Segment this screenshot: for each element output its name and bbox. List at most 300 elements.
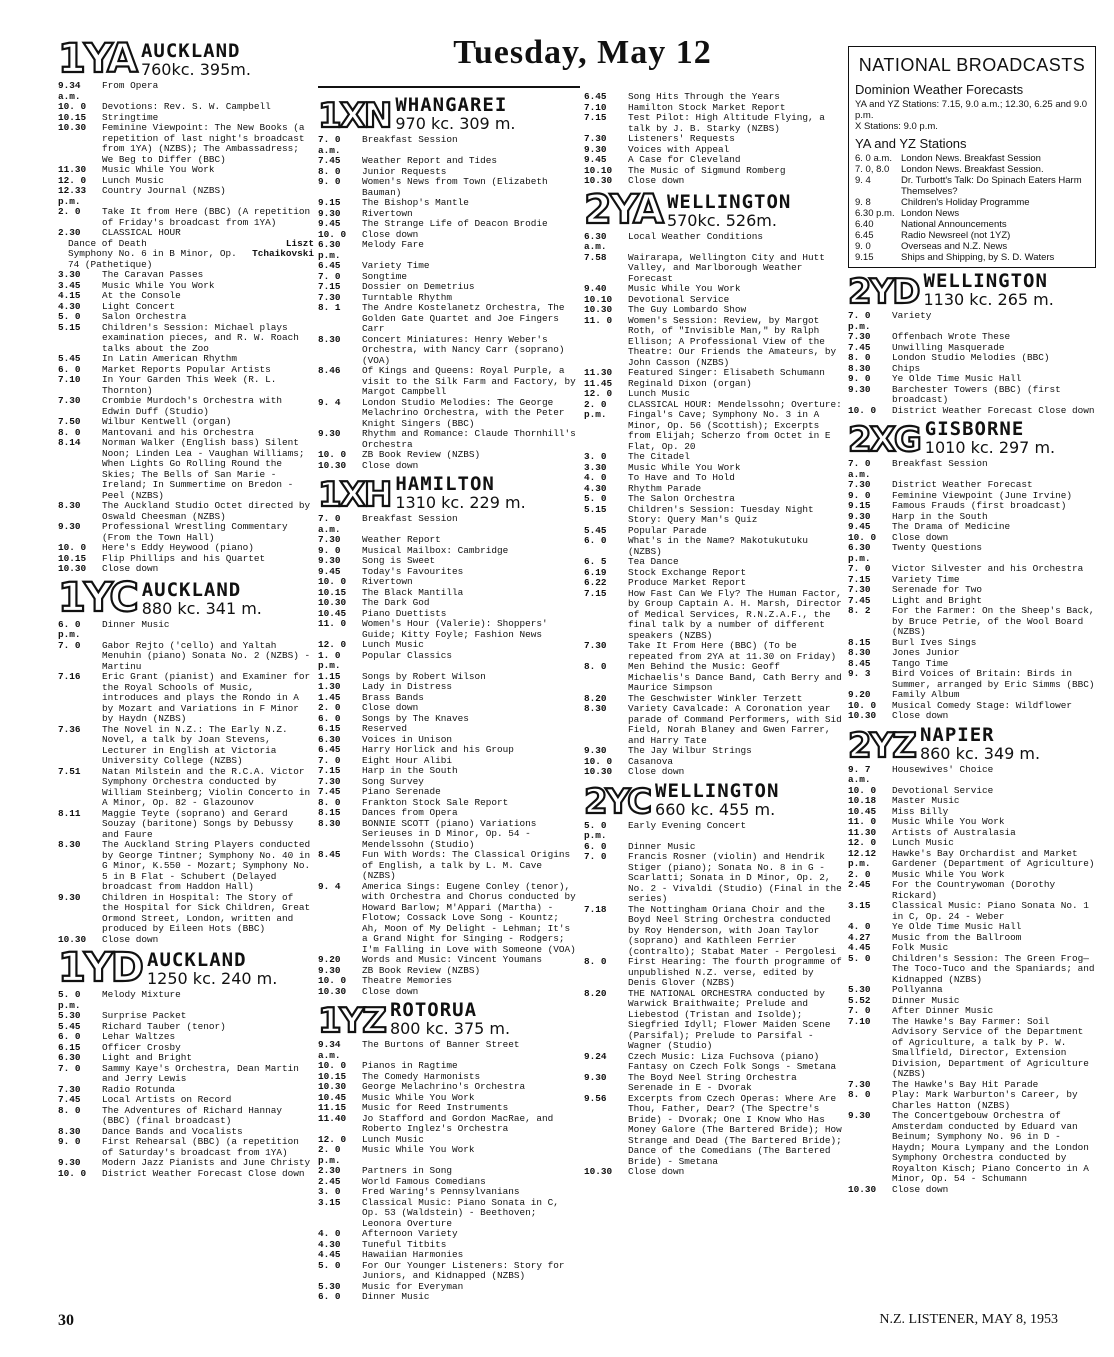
program-time: 9. 4 xyxy=(318,880,341,892)
classical-piece xyxy=(58,249,314,270)
program-time: 6.30 p.m. xyxy=(848,542,871,564)
program-title: Piano Serenade xyxy=(362,786,441,797)
program-time: 8.30 xyxy=(584,703,607,714)
station-call-sign: 1YA xyxy=(58,36,136,82)
program-title: Lunch Music xyxy=(628,388,690,399)
program-title: Popular Parade xyxy=(628,524,707,536)
program-title: Close down xyxy=(628,1166,685,1177)
program-title: Overseas and N.Z. News xyxy=(901,241,1008,252)
program-time: 5.15 xyxy=(584,503,607,515)
program-title: Norman Walker (English bass) Silent Noon; Linden Lea - Vaughan Williams; When Lights Go Rolling Round the Skies; The Bells of San Marie - Ireland; In Summertime on Bredon - Peel (NZBS) xyxy=(102,437,305,501)
program-time: 7.30 xyxy=(318,775,341,787)
program-time: 9. 7 a.m. xyxy=(848,763,871,785)
program-title: Close down xyxy=(628,766,685,777)
program-time: 2.45 xyxy=(848,879,871,890)
program-time: 9. 0 xyxy=(318,544,341,556)
program-title: Crombie Murdoch's Orchestra with Edwin Duff (Studio) xyxy=(102,395,283,417)
program-entry xyxy=(584,284,844,295)
program-title: Rivertown xyxy=(362,576,413,587)
program-time: 8.15 xyxy=(848,636,871,648)
program-time: 8.30 xyxy=(318,817,341,829)
program-time: 2. 0 p.m. xyxy=(584,398,607,420)
program-entry xyxy=(318,1114,580,1135)
program-time: 7.15 xyxy=(318,281,341,292)
program-time: 9.30 xyxy=(58,1157,81,1168)
program-title: For Our Younger Listeners: Story for Juniors, and Kidnapped (NZBS) xyxy=(362,1259,565,1281)
program-time: 10.30 xyxy=(58,563,87,574)
program-title: Close down xyxy=(362,459,419,471)
program-title: Lunch Music xyxy=(892,837,954,848)
program-title: Songtime xyxy=(362,270,408,282)
program-time: 10. 0 xyxy=(318,975,347,986)
program-time: 7.58 xyxy=(584,251,607,263)
program-title: Maggie Teyte (soprano) and Gerard Souzay (baritone) Songs by Debussy and Faure xyxy=(102,807,294,840)
program-title: Music While You Work xyxy=(628,283,741,294)
program-time: 6.45 xyxy=(584,91,607,102)
program-title: Close down xyxy=(628,175,685,186)
station-header-1ya xyxy=(58,36,314,82)
national-list xyxy=(855,153,1089,263)
program-time: 5. 0 xyxy=(848,952,871,964)
program-entry xyxy=(58,207,314,228)
program-time: 9. 0 xyxy=(318,176,341,187)
program-entry xyxy=(58,501,314,522)
station-header-2yd xyxy=(848,270,1096,312)
program-time: 5.45 xyxy=(58,353,81,364)
program-time: 7.30 xyxy=(58,395,81,406)
program-title: District Weather Forecast xyxy=(892,479,1033,490)
program-entry xyxy=(584,1167,844,1178)
program-title: CLASSICAL HOUR xyxy=(102,227,181,238)
program-title: Stringtime xyxy=(102,111,159,123)
program-time: 10.45 xyxy=(318,607,347,619)
program-title: Tango Time xyxy=(892,657,949,669)
program-time: 9. 0 xyxy=(58,1136,81,1147)
program-time: 9.40 xyxy=(584,283,607,294)
program-entry xyxy=(584,989,844,1052)
station-header-1yc xyxy=(58,574,314,621)
program-entry xyxy=(848,828,1096,839)
program-title: Bird Voices of Britain: Birds in Summer, arranged by Eric Simms (BBC) xyxy=(892,668,1095,690)
program-time: 7.51 xyxy=(58,765,81,777)
program-entry xyxy=(584,957,844,989)
program-time: 9.56 xyxy=(584,1092,607,1104)
program-time: 8. 0 xyxy=(318,165,341,177)
program-title: Music While You Work xyxy=(892,816,1005,827)
program-title: Close down xyxy=(362,985,419,997)
program-time: 9.30 xyxy=(584,143,607,155)
program-entry xyxy=(855,241,1089,252)
program-time: 10. 0 xyxy=(318,449,347,460)
program-time: 8. 2 xyxy=(848,605,871,616)
program-time: 10. 0 xyxy=(58,542,87,553)
program-time: 4.30 xyxy=(318,1238,341,1250)
program-time: 5.52 xyxy=(848,994,871,1006)
program-time: 7. 0 xyxy=(584,851,607,862)
program-entry xyxy=(318,156,580,167)
program-title: Songs by The Knaves xyxy=(362,712,469,724)
station-call-sign: 1XH xyxy=(318,475,391,515)
program-title: Professional Wrestling Commentary (From the Town Hall) xyxy=(102,521,288,543)
program-entry xyxy=(58,123,314,165)
program-title: Of Kings and Queens: Royal Purple, a visit to the Silk Farm and Factory, by Margot Campbell xyxy=(362,365,576,397)
program-title: Close down xyxy=(102,933,159,945)
program-time: 2.30 xyxy=(318,1165,341,1176)
program-entry xyxy=(58,291,314,302)
program-entry xyxy=(58,522,314,543)
program-title: Close down xyxy=(102,563,159,574)
program-entry xyxy=(318,1187,580,1198)
program-title: The Concertgebouw Orchestra of Amsterdam conducted by Eduard van Beinum; Symphony No. 96 in D - Haydn; Moura Lympany and the London Symphony Orchestra conducted by Royalton Kisch; Piano Concerto in A Minor, Op. 54 - Schumann xyxy=(892,1110,1089,1184)
national-broadcasts-box xyxy=(848,46,1096,268)
program-title: To Have and To Hold xyxy=(628,472,735,483)
program-entry xyxy=(58,990,314,1011)
program-time: 7.45 xyxy=(318,786,341,797)
program-title: Dance Bands and Vocalists xyxy=(102,1125,243,1137)
program-title: Master Music xyxy=(892,795,960,806)
station-city: AUCKLAND xyxy=(147,949,247,971)
program-time: 5. 0 xyxy=(318,1259,341,1271)
program-title: District Weather Forecast Close down xyxy=(102,1167,305,1179)
program-time: 5. 0 xyxy=(58,311,81,322)
program-time: 10. 0 xyxy=(58,101,87,112)
program-title: For the Farmer: On the Sheep's Back, by Bruce Petrie, of the Wool Board (NZBS) xyxy=(892,605,1095,637)
program-time: 11. 0 xyxy=(584,314,613,326)
program-title: Classical Music: Piano Sonata No. 1 in C, Op. 24 - Weber xyxy=(892,900,1089,922)
program-title: The Auckland Studio Octet directed by Oswald Cheesman (NZBS) xyxy=(102,500,311,522)
program-entry xyxy=(318,976,580,987)
program-entry xyxy=(318,198,580,209)
station-header-1yd xyxy=(58,945,314,991)
program-entry xyxy=(584,905,844,958)
program-title: The Novel in N.Z.: The Early N.Z. Novel, a talk by Joan Stevens, Lecturer in English at Victoria University College (NZBS) xyxy=(102,723,288,766)
program-entry xyxy=(584,1052,844,1073)
station-frequency: 1010 kc. 297 m. xyxy=(924,438,1056,457)
program-title: Take It From Here (BBC) (To be repeated from 2YA at 11.30 on Friday) xyxy=(628,640,837,662)
program-title: Radio Newsreel (not 1YZ) xyxy=(901,230,1011,241)
program-entry xyxy=(318,1282,580,1293)
program-title: Richard Tauber (tenor) xyxy=(102,1020,226,1032)
program-title: The Strange Life of Deacon Brodie xyxy=(362,218,548,229)
program-time: 9.20 xyxy=(848,689,871,700)
program-time: 4.30 xyxy=(58,300,81,312)
program-title: Voices in Unison xyxy=(362,733,453,745)
program-title: Victor Silvester and his Orchestra xyxy=(892,563,1084,574)
program-title: BONNIE SCOTT (piano) Variations Serieuses in D Minor, Op. 54 - Mendelssohn (Studio) xyxy=(362,817,537,850)
program-title: The Music of Sigmund Romberg xyxy=(628,164,786,176)
program-title: Children's Holiday Programme xyxy=(901,197,1030,208)
program-entry xyxy=(848,385,1096,406)
program-title: ZB Book Review (NZBS) xyxy=(362,964,481,976)
program-entry xyxy=(584,316,844,369)
program-time: 10.30 xyxy=(58,122,87,133)
program-title: Family Album xyxy=(892,689,960,700)
program-title: Fun With Words: The Classical Origins of English, a talk by L. M. Cave (NZBS) xyxy=(362,849,571,881)
program-entry xyxy=(58,1064,314,1085)
station-frequency: 880 kc. 341 m. xyxy=(141,598,262,618)
program-time: 5.30 xyxy=(318,1280,341,1292)
program-time: 6. 0 xyxy=(318,712,341,724)
program-time: 6. 0 xyxy=(58,1031,81,1042)
program-title: London News. Breakfast Session. xyxy=(901,164,1044,175)
program-time: 9. 4 xyxy=(318,396,341,408)
program-title: Partners in Song xyxy=(362,1165,453,1176)
program-entry xyxy=(584,494,844,505)
program-title: Pollyanna xyxy=(892,984,943,995)
station-header-1xh xyxy=(318,473,580,515)
program-entry xyxy=(848,954,1096,986)
program-title: London Studio Melodies (BBC) xyxy=(892,352,1050,363)
program-entry xyxy=(318,588,580,599)
program-entry xyxy=(318,219,580,230)
program-entry xyxy=(318,335,580,367)
program-time: 7.15 xyxy=(318,765,341,776)
program-title: Close down xyxy=(362,702,419,713)
station-frequency: 1310 kc. 229 m. xyxy=(395,493,526,512)
program-title: Variety xyxy=(892,310,932,321)
program-time: 10.30 xyxy=(848,1183,877,1195)
program-time: 10.30 xyxy=(848,710,877,721)
program-entry xyxy=(848,669,1096,690)
program-title: Children in Hospital: The Story of the Hospital for Sick Children, Great Ormond Street, London, written and produced by Eileen Hots (BBC) xyxy=(102,891,311,934)
program-title: Housewives' Choice xyxy=(892,763,994,775)
station-city: AUCKLAND xyxy=(141,578,242,601)
program-time: 6.30 p.m. xyxy=(318,239,341,261)
schedule-2xg xyxy=(848,459,1096,722)
program-title: Close down xyxy=(892,710,949,721)
program-title: Rivertown xyxy=(362,207,413,219)
program-entry xyxy=(584,757,844,768)
weather-line: YA and YZ Stations: 7.15, 9.0 a.m.; 12.30, 6.25 and 9.0 p.m. xyxy=(855,99,1088,121)
program-entry xyxy=(848,690,1096,701)
program-entry xyxy=(318,808,580,819)
program-title: Test Pilot: High Altitude Flying, a talk by J. B. Starky (NZBS) xyxy=(628,112,825,134)
program-title: The Auckland String Players conducted by George Tintner; Symphony No. 40 in G Minor, K.550 - Mozart; Symphony No. 5 in B Flat - Schubert (Delayed broadcast from Haddon Hall) xyxy=(102,839,311,892)
program-title: Serenade for Two xyxy=(892,584,983,595)
program-entry xyxy=(318,598,580,609)
program-title: THE NATIONAL ORCHESTRA conducted by Warwick Braithwaite; Prelude and Liebestod (Tristan and Isolde); Siegfried Idyll; Flower Maiden Scene (Parsifal); Prelude to Parsifal - Wagner (Studio) xyxy=(628,987,831,1051)
program-time: 7. 0 a.m. xyxy=(848,458,871,480)
station-call-sign: 2YA xyxy=(584,186,662,233)
program-entry xyxy=(848,1111,1096,1185)
program-title: Music While You Work xyxy=(102,279,215,291)
station-frequency: 970 kc. 309 m. xyxy=(395,114,516,133)
program-time: 10.30 xyxy=(584,175,613,186)
program-title: Natan Milstein and the R.C.A. Victor Symphony Orchestra conducted by William Steinberg; Violin Concerto in A Minor, Op. 82 - Glazounov xyxy=(102,765,311,808)
weather-line: X Stations: 9.0 p.m. xyxy=(855,121,938,132)
program-title: Popular Classics xyxy=(362,649,453,661)
program-title: Take It from Here (BBC) (A repetition of Friday's broadcast from 1YA) xyxy=(102,206,311,228)
program-title: First Rehearsal (BBC) (a repetition of Saturday's broadcast from 1YA) xyxy=(102,1136,299,1158)
program-time: 11. 0 xyxy=(848,816,877,827)
program-entry xyxy=(58,1011,314,1022)
program-time: 9.45 xyxy=(318,565,341,577)
program-time: 9.15 xyxy=(848,500,871,511)
program-title: Brass Bands xyxy=(362,691,424,703)
program-entry xyxy=(855,219,1089,230)
program-entry xyxy=(855,153,1089,164)
program-title: Country Journal (NZBS) xyxy=(102,185,226,196)
program-entry xyxy=(848,765,1096,786)
program-time: 9.30 xyxy=(318,964,341,976)
program-entry xyxy=(58,725,314,767)
program-entry xyxy=(848,711,1096,722)
program-title: Song is Sweet xyxy=(362,555,436,566)
program-time: 8.46 xyxy=(318,365,341,376)
program-title: Children's Session: Michael plays examination pieces, and R. W. Roach talks about the Zoo xyxy=(102,321,299,354)
program-entry xyxy=(318,1103,580,1114)
program-time: 9.45 xyxy=(584,154,607,165)
program-title: Today's Favourites xyxy=(362,565,464,577)
program-time: 8.11 xyxy=(58,807,81,819)
program-title: Market Reports Popular Artists xyxy=(102,363,271,375)
program-title: Listeners' Requests xyxy=(628,133,735,144)
program-time: 8.30 xyxy=(318,333,341,345)
piece-title: Dance of Death xyxy=(68,237,147,249)
program-title: Hawke's Bay Orchardist and Market Gardener (Department of Agriculture) xyxy=(892,847,1095,869)
program-title: Rhythm and Romance: Claude Thornhill's Orchestra xyxy=(362,428,576,450)
program-title: How Fast Can We Fly? The Human Factor, by Group Captain A. H. Marsh, Director of Medical Services, R.N.Z.A.F., the final talk by a number of different speakers (NZBS) xyxy=(628,587,842,641)
schedule-1yc xyxy=(58,620,314,946)
program-title: Women's Session: Review, by Margot Roth, of "Invisible Man," by Ralph Ellison; A Professional View of the Theatre: Our Friends the Amateurs, by John Casson (NZBS) xyxy=(628,314,837,368)
schedule-1yz xyxy=(318,1040,580,1303)
schedule-2ya xyxy=(584,232,844,778)
program-title: Men Behind the Music: Geoff Michaelis's Dance Band, Cath Berry and Maurice Simpson xyxy=(628,661,842,693)
program-title: The Salon Orchestra xyxy=(628,493,735,504)
program-entry xyxy=(318,955,580,966)
program-time: 10. 0 xyxy=(58,1167,87,1179)
program-time: 7.45 xyxy=(848,341,871,353)
program-title: Variety Time xyxy=(362,260,430,271)
program-time: 9.30 xyxy=(318,555,341,566)
program-title: ZB Book Review (NZBS) xyxy=(362,449,481,460)
program-title: Dinner Music xyxy=(628,840,696,852)
program-entry xyxy=(58,302,314,313)
station-call-sign: 1YD xyxy=(58,945,142,991)
station-city: HAMILTON xyxy=(395,473,495,495)
program-title: Jones Junior xyxy=(892,647,960,658)
program-title: Breakfast Session xyxy=(362,134,458,145)
program-time: 8.30 xyxy=(848,362,871,374)
program-entry xyxy=(318,777,580,788)
program-time: 10. 0 xyxy=(848,531,877,543)
program-entry xyxy=(318,693,580,704)
program-time: 12. 0 xyxy=(58,174,87,186)
program-title: Officer Crosby xyxy=(102,1041,181,1053)
program-time: 9.30 xyxy=(58,891,81,903)
program-time: 10.10 xyxy=(584,164,613,176)
program-title: The Hawke's Bay Hit Parade xyxy=(892,1078,1039,1090)
program-time: 6.19 xyxy=(584,566,607,578)
column-4 xyxy=(848,46,1096,1195)
program-time: 3.30 xyxy=(58,269,81,280)
program-time: 6. 0 xyxy=(584,840,607,852)
program-time: 12. 0 xyxy=(318,1133,347,1145)
program-title: Variety Time xyxy=(892,573,960,585)
program-entry xyxy=(318,1040,580,1061)
program-time: 7.30 xyxy=(848,1078,871,1090)
program-entry xyxy=(584,379,844,390)
program-time: 4. 0 xyxy=(318,1228,341,1239)
program-time: 10. 0 xyxy=(584,755,613,767)
program-title: Pianos in Ragtime xyxy=(362,1060,458,1071)
program-entry xyxy=(318,535,580,546)
program-entry xyxy=(318,366,580,398)
program-title: From Opera xyxy=(102,80,159,91)
program-title: Women's News from Town (Elizabeth Bauman) xyxy=(362,176,548,198)
program-time: 8.30 xyxy=(58,1125,81,1137)
program-title: Children's Session: Tuesday Night Story: Query Man's Quiz xyxy=(628,503,814,525)
program-entry xyxy=(848,406,1096,417)
program-time: 3. 0 xyxy=(318,1186,341,1197)
program-time: 9.30 xyxy=(584,1071,607,1083)
program-title: Dances from Opera xyxy=(362,807,458,818)
program-title: Breakfast Session xyxy=(362,513,458,524)
program-title: Reginald Dixon (organ) xyxy=(628,377,752,389)
program-entry xyxy=(848,459,1096,480)
program-entry xyxy=(58,641,314,673)
program-entry xyxy=(318,429,580,450)
program-time: 9.15 xyxy=(318,197,341,208)
program-title: Dr. Turbott's Talk: Do Spinach Eaters Harm Themselves? xyxy=(901,175,1082,197)
program-time: 8.20 xyxy=(584,692,607,704)
program-time: 1.45 xyxy=(318,691,341,703)
schedule-2yz xyxy=(848,765,1096,1196)
program-time: 7. 0, 8.0 xyxy=(855,164,890,175)
program-entry xyxy=(584,134,844,145)
program-title: Light Concert xyxy=(102,300,176,312)
program-title: Close down xyxy=(892,531,949,543)
program-title: Song Survey xyxy=(362,775,424,787)
program-title: Lunch Music xyxy=(102,174,164,186)
program-time: 11.40 xyxy=(318,1112,347,1124)
program-time: 10.30 xyxy=(584,766,613,777)
program-title: Modern Jazz Pianists and June Christy xyxy=(102,1157,311,1168)
program-title: Musical Comedy Stage: Wildflower xyxy=(892,699,1073,711)
program-entry xyxy=(584,767,844,778)
program-time: 5.45 xyxy=(58,1020,81,1032)
program-entry xyxy=(848,332,1096,343)
program-title: Breakfast Session xyxy=(892,458,988,469)
program-entry xyxy=(318,282,580,293)
program-title: Casanova xyxy=(628,755,674,767)
program-title: Stock Exchange Report xyxy=(628,566,747,578)
program-title: Weather Report and Tides xyxy=(362,155,498,166)
program-title: Song Hits Through the Years xyxy=(628,91,780,102)
station-header-2ya xyxy=(584,186,844,233)
program-time: 2.30 xyxy=(58,227,81,238)
program-time: 8. 0 xyxy=(58,426,81,438)
station-call-sign: 2YZ xyxy=(848,725,915,766)
program-entry xyxy=(848,311,1096,332)
program-entry xyxy=(318,1145,580,1166)
program-title: National Announcements xyxy=(901,219,1007,230)
program-time: 6. 0 xyxy=(58,363,81,375)
station-city: WELLINGTON xyxy=(666,190,792,213)
program-time: 4. 0 xyxy=(584,472,607,483)
program-title: Local Artists on Record xyxy=(102,1094,232,1105)
program-title: For the Countrywoman (Dorothy Rickard) xyxy=(892,879,1056,901)
program-time: 9.34 a.m. xyxy=(58,80,81,102)
program-title: World Famous Comedians xyxy=(362,1175,486,1187)
program-title: America Sings: Eugene Conley (tenor), with Orchestra and Chorus conducted by Howard Barlow; M'Appari (Martha) - Flotow; Cossack Love Song - Kountz; Ah, Moon of My Delight - Lehman; It's a Grand Night for Singing - Rodgers; I'm Falling in Love with Someone (VOA) xyxy=(362,880,576,955)
program-title: The Burtons of Banner Street xyxy=(362,1039,520,1050)
program-entry xyxy=(848,648,1096,659)
program-time: 6.45 xyxy=(318,744,341,755)
program-time: 6.45 xyxy=(855,230,874,241)
program-time: 6. 0 a.m. xyxy=(855,153,892,164)
program-entry xyxy=(58,165,314,176)
